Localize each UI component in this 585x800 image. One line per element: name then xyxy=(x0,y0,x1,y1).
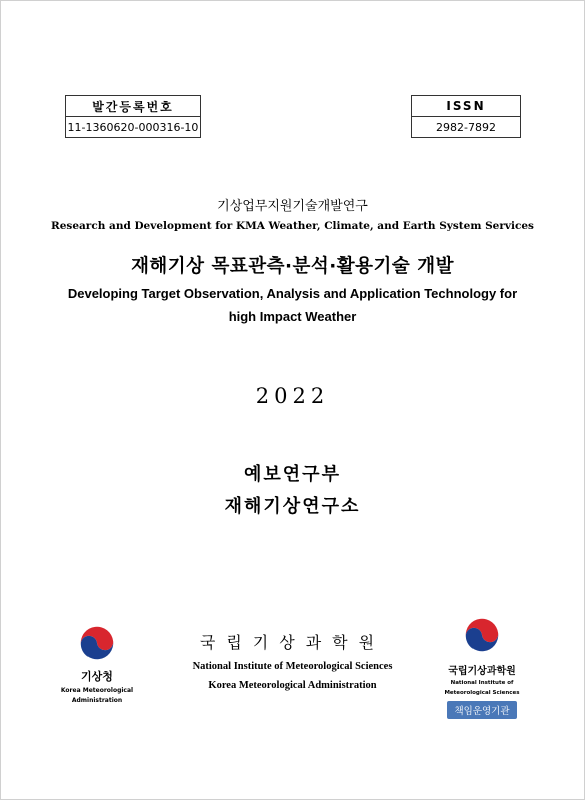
report-title-english-line2: high Impact Weather xyxy=(228,309,357,324)
agency-name-english: Korea Meteorological Administration xyxy=(208,680,377,691)
responsibility-agency-badge: 책임운영기관 xyxy=(447,701,516,719)
nims-name-english-line2: Meteorological Sciences xyxy=(444,689,520,696)
institute-name-english: National Institute of Meteorological Sciences xyxy=(192,661,393,672)
report-title-english-line1: Developing Target Observation, Analysis and Application Technology for xyxy=(67,286,518,301)
series-title-english: Research and Development for KMA Weather, Climate, and Earth System Services xyxy=(51,220,534,232)
series-title-korean: 기상업무지원기술개발연구 xyxy=(217,199,368,214)
korea-government-taegeuk-icon xyxy=(463,616,501,654)
publication-year: 2022 xyxy=(255,384,330,408)
registration-number: 11-1360620-000316-10 xyxy=(67,120,199,134)
department-name: 예보연구부 xyxy=(244,464,341,485)
issn-box xyxy=(411,95,521,138)
issn-label: ISSN xyxy=(412,96,520,117)
kma-name-korean: 기상청 xyxy=(81,670,113,683)
registration-number-box xyxy=(65,95,201,138)
kma-logo xyxy=(56,624,138,704)
research-lab-name: 재해기상연구소 xyxy=(224,496,361,517)
report-title-korean: 재해기상 목표관측·분석·활용기술 개발 xyxy=(131,256,454,277)
kma-name-english-line2: Administration xyxy=(71,697,123,704)
kma-name-english-line1: Korea Meteorological xyxy=(60,687,134,694)
institute-name-korean: 국립기상과학원 xyxy=(199,633,386,652)
issn-number: 2982-7892 xyxy=(436,120,496,134)
nims-name-korean: 국립기상과학원 xyxy=(448,666,516,677)
korea-government-taegeuk-icon xyxy=(78,624,116,662)
nims-logo xyxy=(430,616,534,719)
nims-name-english-line1: National Institute of xyxy=(450,680,514,686)
registration-label: 발간등록번호 xyxy=(66,96,200,117)
